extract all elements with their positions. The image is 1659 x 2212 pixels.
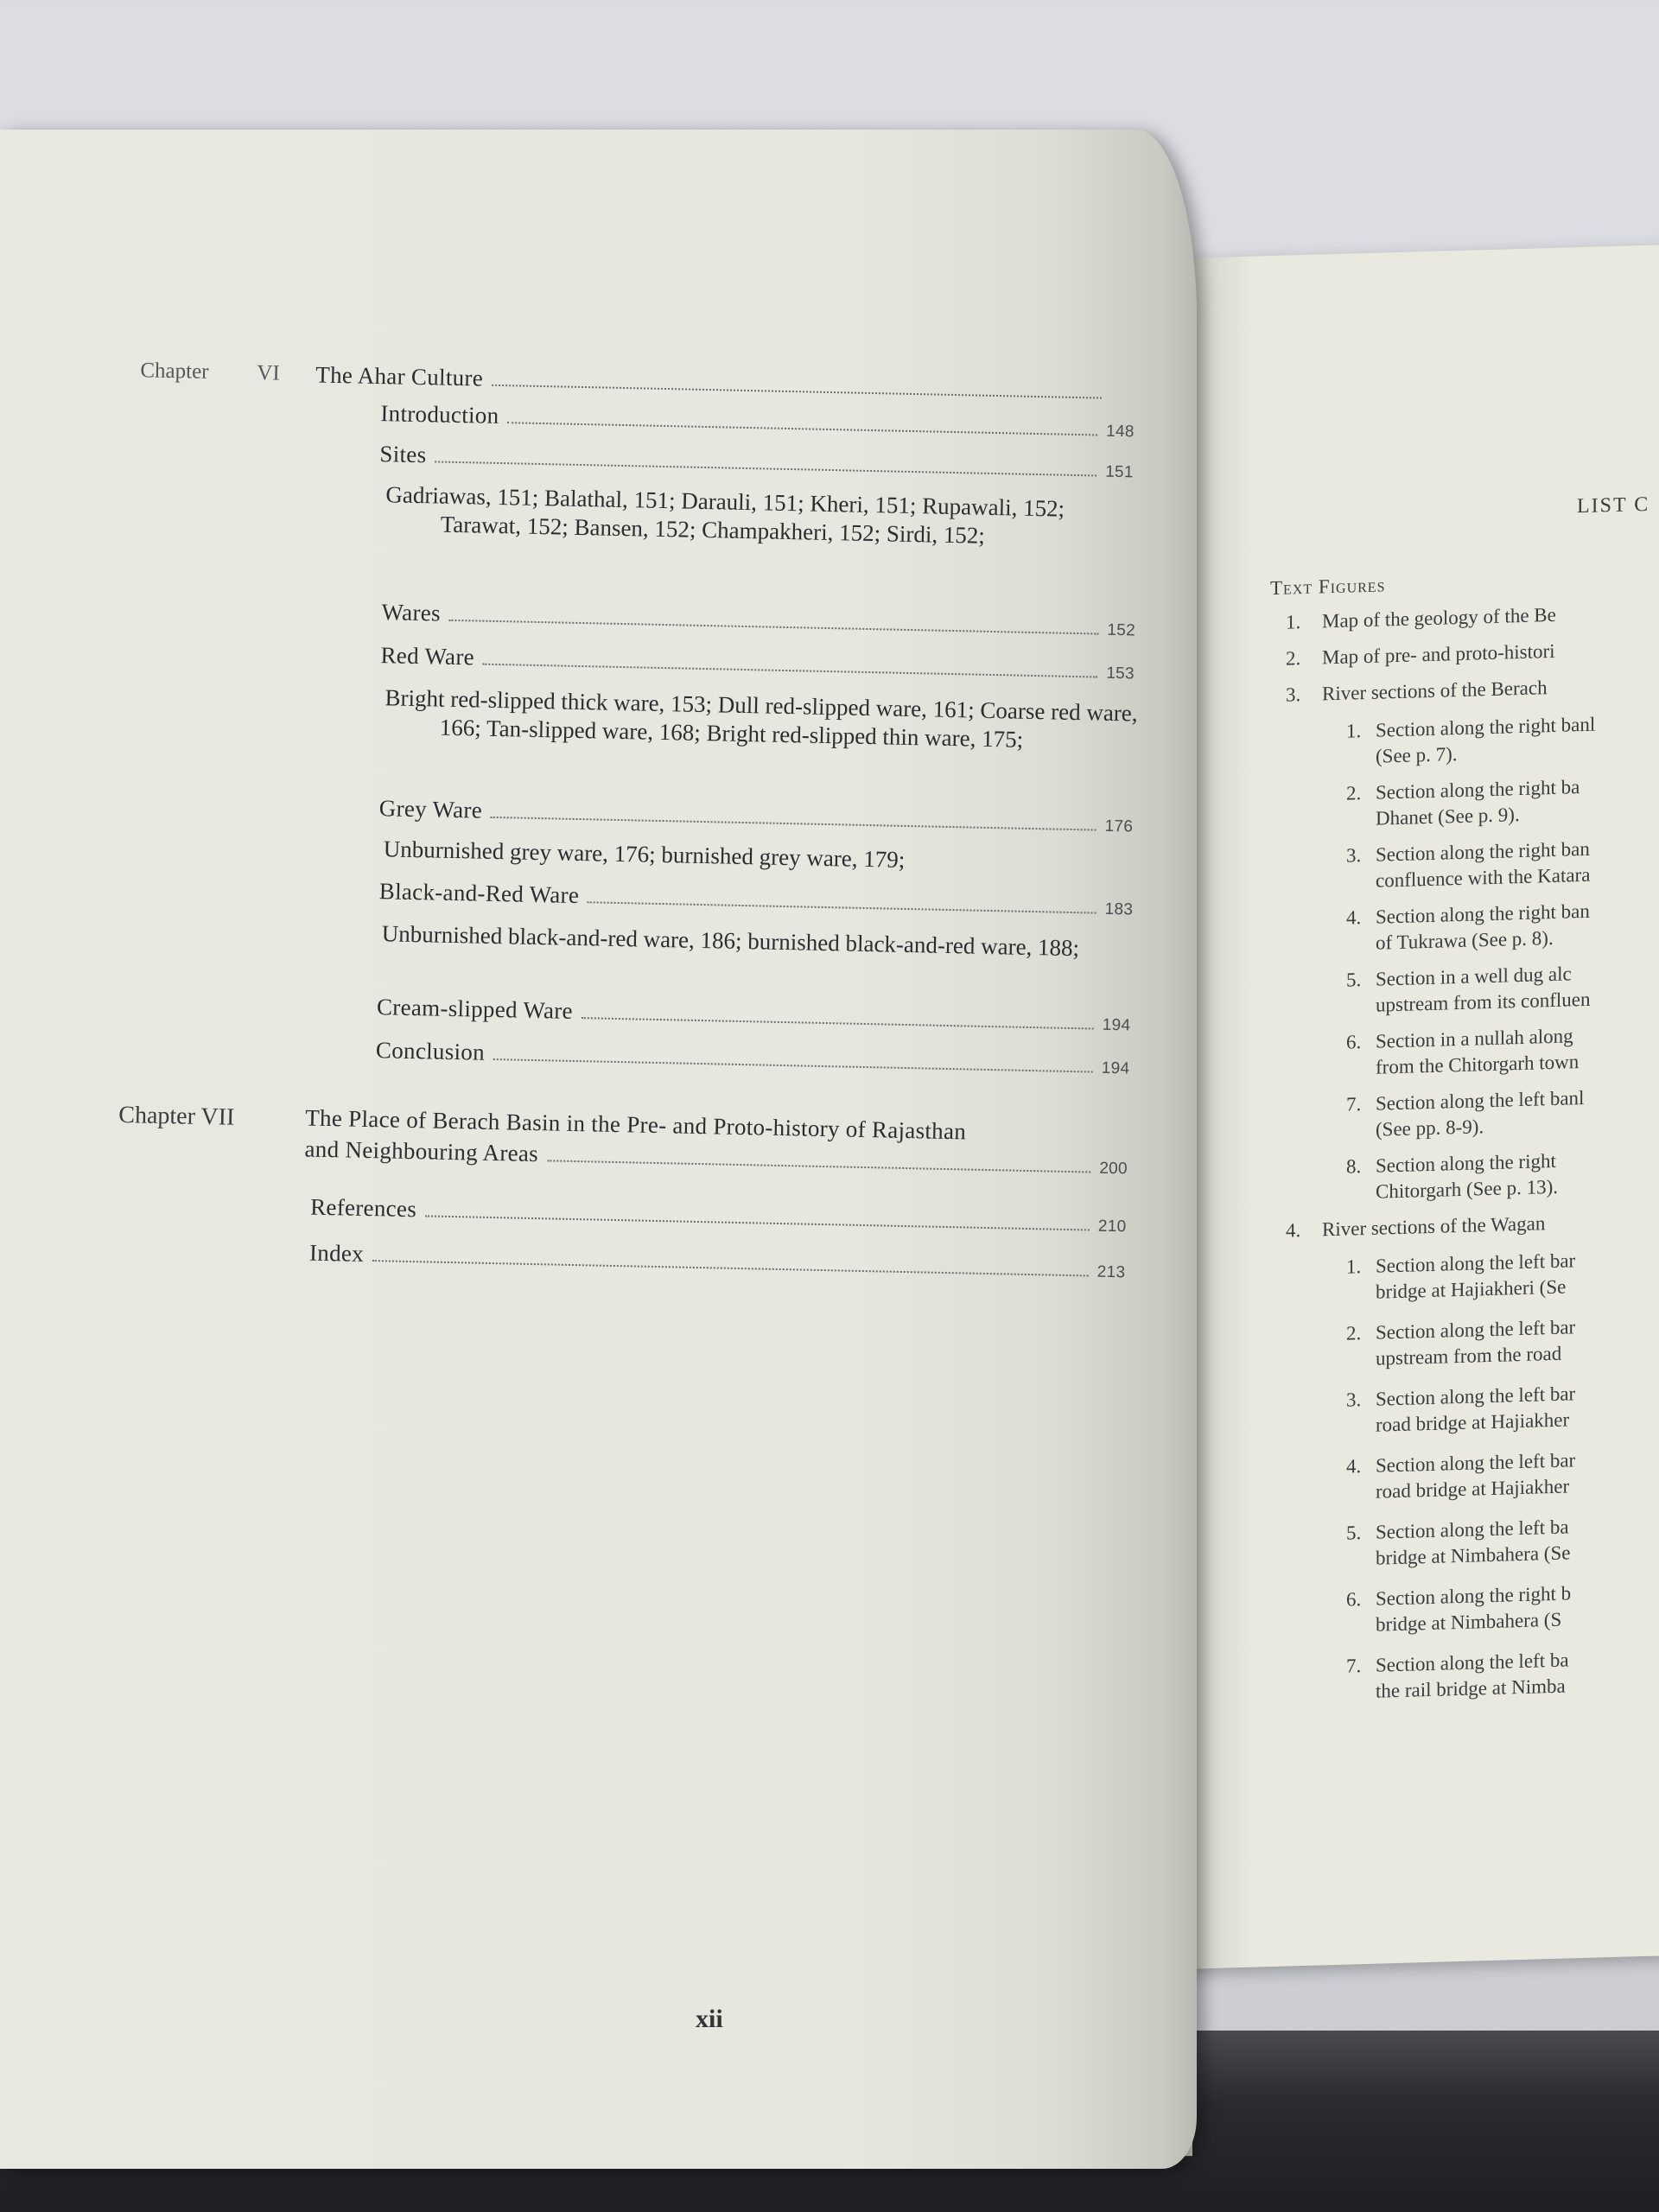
toc-entry-index: [309, 1238, 1133, 1288]
entry-text: Wares: [381, 599, 442, 626]
section-number: 7.: [1346, 1655, 1362, 1677]
leader-dots: [547, 1160, 1090, 1173]
page-number: 148: [1105, 422, 1135, 442]
section-text-cont: upstream from the road: [1376, 1342, 1562, 1370]
section-text: Section along the left bar: [1376, 1249, 1576, 1277]
section-text-cont: upstream from its confluen: [1376, 988, 1591, 1016]
section-number: 8.: [1346, 1155, 1362, 1178]
toc-entry-conclusion: [376, 1035, 1137, 1084]
figure-item-text: Map of pre- and proto-histori: [1322, 639, 1555, 669]
entry-text: Black-and-Red Ware: [378, 878, 580, 909]
chapter7-label: Chapter VII: [118, 1101, 235, 1131]
entry-text: Conclusion: [375, 1037, 486, 1065]
figure-item-number: 4.: [1286, 1219, 1301, 1242]
leader-dots: [425, 1215, 1090, 1230]
section-text-cont: of Tukrawa (See p. 8).: [1376, 926, 1554, 954]
page-number: 152: [1107, 620, 1136, 640]
section-text-cont: (See p. 7).: [1376, 743, 1458, 767]
section-text-cont: bridge at Nimbahera (Se: [1376, 1541, 1571, 1569]
section-text: Section along the left banl: [1376, 1086, 1585, 1115]
sites-list: Gadriawas, 151; Balathal, 151; Darauli, 151; Kheri, 151; Rupawali, 152; Tarawat, 152; Bansen, 152; Champakheri, 152; Sirdi, 152;: [385, 481, 1065, 549]
black-and-red-ware-list: Unburnished black-and-red ware, 186; burnished black-and-red ware, 188;: [381, 920, 1080, 962]
toc-entry-introduction: [380, 398, 1141, 447]
leader-dots: [449, 620, 1099, 635]
section-number: 6.: [1346, 1031, 1362, 1053]
entry-text: Red Ware: [380, 642, 475, 671]
chapter7-title: The Place of Berach Basin in the Pre- and Proto-history of Rajasthan: [305, 1104, 967, 1145]
section-number: 5.: [1346, 1522, 1362, 1544]
right-page-title: LIST C: [1577, 493, 1650, 518]
leader-dots: [372, 1260, 1089, 1276]
section-number: 7.: [1346, 1093, 1362, 1116]
section-text: Section along the right: [1376, 1149, 1556, 1177]
page-number: 194: [1101, 1058, 1130, 1078]
figure-item-text: River sections of the Berach: [1322, 677, 1548, 705]
section-text: Section along the left ba: [1376, 1516, 1569, 1543]
left-page: [0, 130, 1197, 2169]
red-ware-list: Bright red-slipped thick ware, 153; Dull red-slipped ware, 161; Coarse red ware, 166; Tan-slipped ware, 168; Bright red-slipped thin ware, 175;: [385, 684, 1138, 753]
chapter6-title: The Ahar Culture: [315, 361, 484, 391]
page-number: 153: [1106, 664, 1135, 683]
section-text-cont: Chitorgarh (See p. 13).: [1376, 1175, 1559, 1203]
figure-item-number: 1.: [1286, 611, 1301, 633]
figure-item-number: 2.: [1286, 647, 1301, 670]
toc-entry-sites: [379, 439, 1141, 487]
section-text: Section along the left bar: [1376, 1382, 1576, 1410]
section-text: Section along the left bar: [1376, 1449, 1576, 1477]
toc-entry-cream-slipped-ware: [377, 992, 1138, 1040]
entry-text: References: [309, 1193, 417, 1223]
section-text-cont: road bridge at Hajiakher: [1376, 1408, 1570, 1436]
page-number: 151: [1104, 462, 1135, 482]
page-number: 210: [1097, 1217, 1127, 1236]
right-page: [1149, 245, 1659, 1970]
leader-dots: [588, 901, 1096, 913]
section-number: 4.: [1346, 906, 1362, 929]
entry-text: Introduction: [380, 400, 499, 429]
section-text: Section along the left bar: [1376, 1316, 1576, 1344]
section-number: 4.: [1346, 1455, 1362, 1478]
leader-dots: [582, 1017, 1094, 1029]
chapter7-title-cont: and Neighbouring Areas: [304, 1135, 539, 1167]
grey-ware-list: Unburnished grey ware, 176; burnished grey ware, 179;: [383, 836, 906, 873]
leader-dots: [493, 1058, 1093, 1073]
section-number: 2.: [1346, 1322, 1362, 1344]
section-text: Section in a well dug alc: [1376, 963, 1572, 990]
toc-entry-grey-ware: [378, 793, 1140, 842]
text-figures-heading: Text Figures: [1270, 574, 1386, 600]
page-number: 213: [1096, 1262, 1126, 1282]
toc-entry-wares: [381, 597, 1142, 645]
section-text: Section along the right ba: [1376, 776, 1580, 804]
figure-item-number: 3.: [1286, 683, 1301, 706]
section-text: Section along the right banl: [1376, 713, 1596, 741]
page-number: 194: [1102, 1015, 1131, 1035]
leader-dots: [483, 664, 1097, 678]
section-text: Section along the right ban: [1376, 899, 1590, 928]
page-number: 183: [1104, 899, 1134, 919]
figure-item-text: River sections of the Wagan: [1322, 1212, 1546, 1241]
section-number: 2.: [1346, 782, 1362, 804]
section-text: Section along the right b: [1376, 1582, 1572, 1610]
page-number: 176: [1104, 817, 1134, 836]
entry-text: Index: [308, 1239, 365, 1267]
chapter-number: VI: [257, 361, 281, 385]
table-of-contents: [0, 130, 1197, 2169]
entry-text: Cream-slipped Ware: [376, 994, 574, 1024]
section-number: 1.: [1346, 720, 1362, 742]
leader-dots: [492, 385, 1102, 399]
section-text: Section in a nullah along: [1376, 1025, 1573, 1052]
section-number: 3.: [1346, 1389, 1362, 1411]
leader-dots: [435, 461, 1096, 476]
section-text-cont: Dhanet (See p. 9).: [1376, 804, 1520, 830]
page-number: 200: [1099, 1159, 1128, 1179]
section-number: 1.: [1346, 1255, 1362, 1278]
section-text-cont: road bridge at Hajiakher: [1376, 1475, 1570, 1503]
toc-entry-red-ware: [380, 640, 1141, 689]
section-text-cont: from the Chitorgarh town: [1376, 1051, 1580, 1078]
section-number: 5.: [1346, 969, 1362, 991]
leader-dots: [507, 422, 1097, 435]
section-number: 3.: [1346, 844, 1362, 867]
toc-entry-references: [310, 1192, 1134, 1243]
entry-text: Sites: [379, 441, 427, 468]
toc-entry-black-and-red-ware: [378, 876, 1140, 925]
section-text-cont: bridge at Nimbahera (S: [1376, 1608, 1562, 1636]
section-number: 6.: [1346, 1588, 1362, 1611]
chapter-label: Chapter: [140, 359, 209, 384]
section-text-cont: the rail bridge at Nimba: [1376, 1675, 1566, 1702]
section-text-cont: (See pp. 8-9).: [1376, 1116, 1484, 1141]
figure-item-text: Map of the geology of the Be: [1322, 603, 1556, 632]
section-text-cont: confluence with the Katara: [1376, 863, 1591, 892]
leader-dots: [491, 817, 1096, 831]
section-text: Section along the right ban: [1376, 837, 1590, 866]
section-text: Section along the left ba: [1376, 1649, 1569, 1676]
page-folio: xii: [696, 2005, 723, 2033]
section-text-cont: bridge at Hajiakheri (Se: [1376, 1275, 1567, 1303]
entry-text: Grey Ware: [378, 795, 483, 823]
